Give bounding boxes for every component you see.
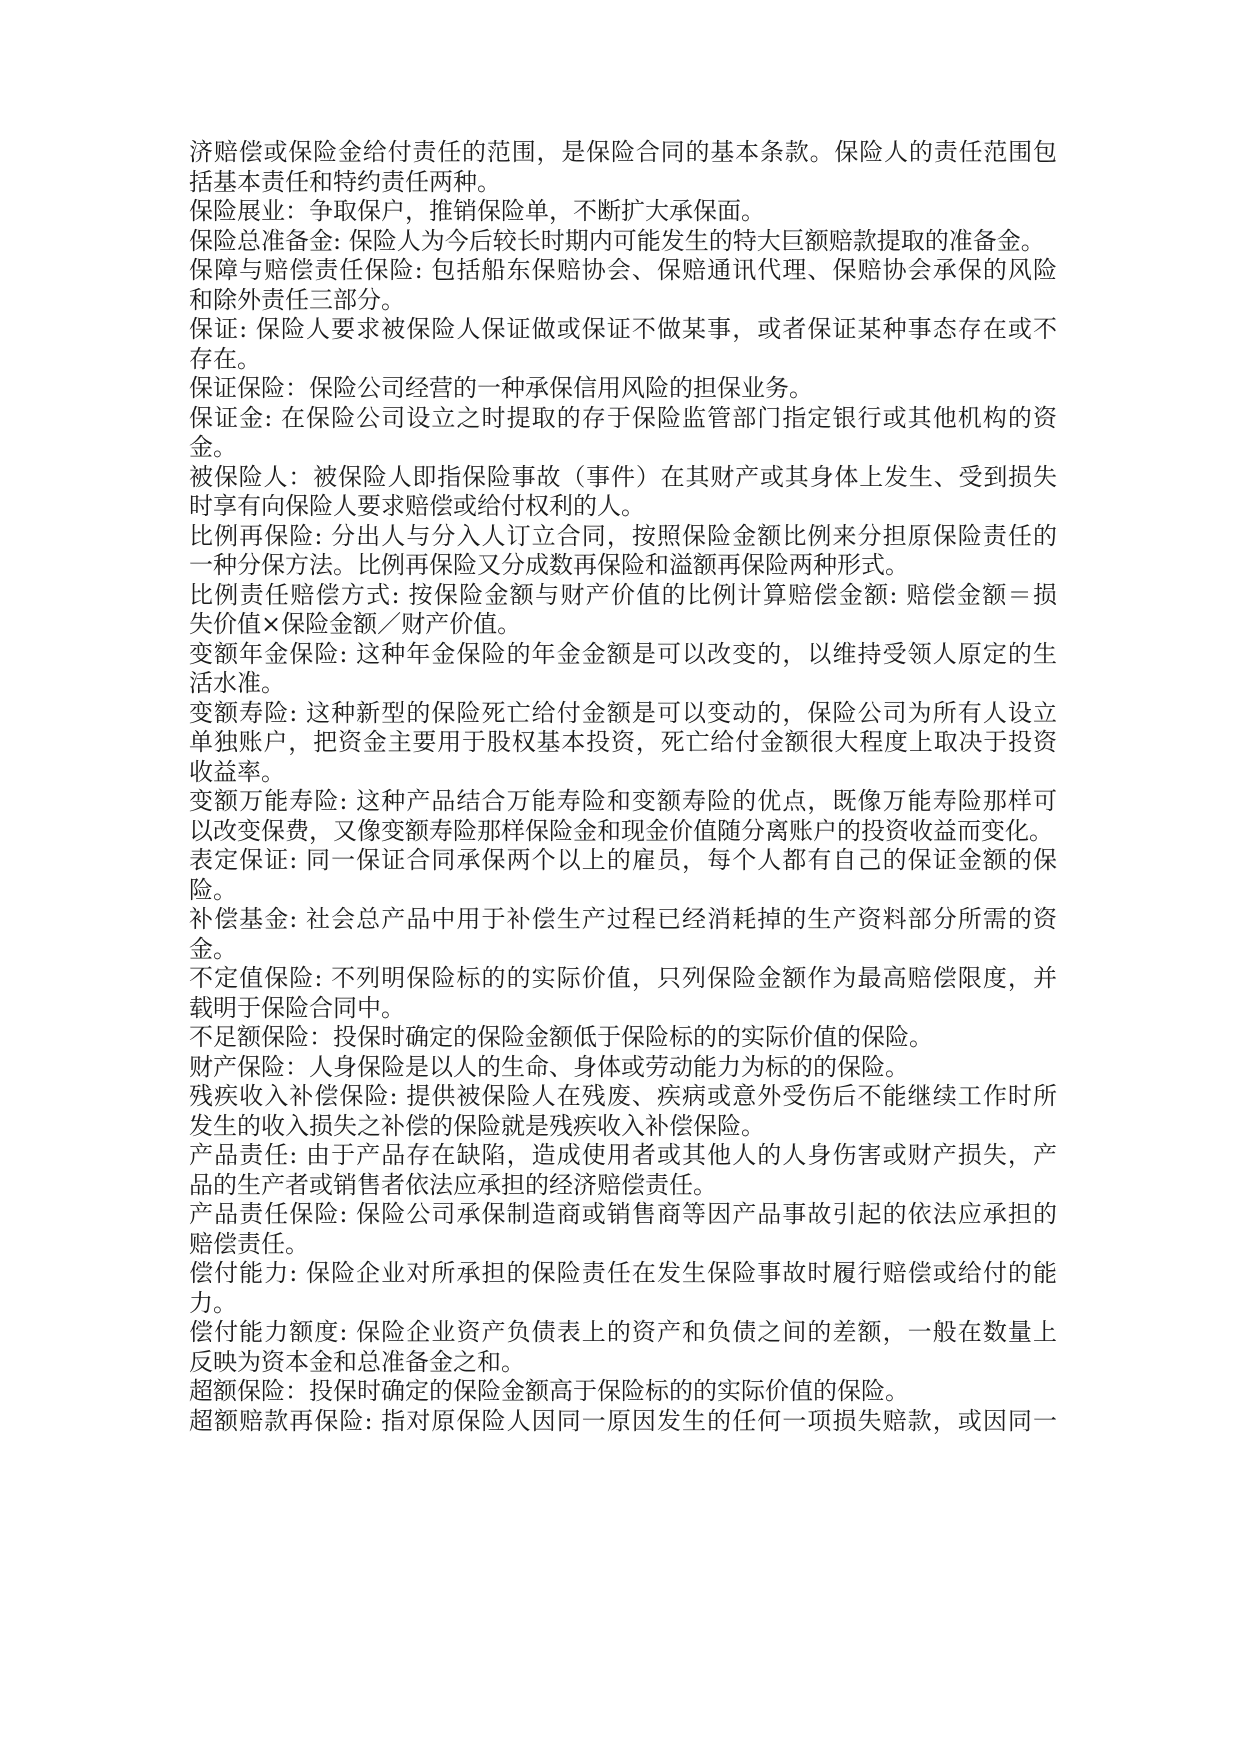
text-line: 时享有向保险人要求赔偿或给付权利的人。 xyxy=(189,492,645,520)
text-line: 括基本责任和特约责任两种。 xyxy=(189,167,501,196)
text-line: 载明于保险合同中。 xyxy=(189,993,405,1022)
text-line: 金。 xyxy=(189,433,237,461)
text-line: 赔偿责任。 xyxy=(189,1229,309,1258)
text-line: 不足额保险：投保时确定的保险金额低于保险标的的实际价值的保险。 xyxy=(189,1023,933,1051)
text-line: 产品责任保险: 保险公司承保制造商或销售商等因产品事故引起的依法应承担的 xyxy=(189,1200,1057,1228)
text-line: 收益率。 xyxy=(189,757,285,786)
text-line: 单独账户，把资金主要用于股权基本投资，死亡给付金额很大程度上取决于投资 xyxy=(189,728,1057,756)
text-line: 和除外责任三部分。 xyxy=(189,285,405,314)
text-line: 偿付能力额度: 保险企业资产负债表上的资产和负债之间的差额，一般在数量上 xyxy=(189,1318,1057,1346)
text-line: 超额赔款再保险: 指对原保险人因同一原因发生的任何一项损失赔款，或因同一 xyxy=(189,1406,1057,1435)
text-line: 残疾收入补偿保险: 提供被保险人在残废、疾病或意外受伤后不能继续工作时所 xyxy=(189,1082,1057,1110)
body-text xyxy=(189,138,1057,1436)
text-line: 比例再保险: 分出人与分入人订立合同，按照保险金额比例来分担原保险责任的 xyxy=(189,521,1057,550)
text-line: 力。 xyxy=(189,1288,237,1317)
text-line: 被保险人：被保险人即指保险事故（事件）在其财产或其身体上发生、受到损失 xyxy=(189,462,1057,491)
text-line: 活水准。 xyxy=(189,669,285,697)
text-line: 变额寿险: 这种新型的保险死亡给付金额是可以变动的，保险公司为所有人设立 xyxy=(189,698,1057,727)
text-line: 变额万能寿险: 这种产品结合万能寿险和变额寿险的优点，既像万能寿险那样可 xyxy=(189,787,1057,815)
text-line: 保险展业：争取保户，推销保险单，不断扩大承保面。 xyxy=(189,197,765,225)
text-line: 偿付能力: 保险企业对所承担的保险责任在发生保险事故时履行赔偿或给付的能 xyxy=(189,1259,1057,1287)
text-line: 保证保险：保险公司经营的一种承保信用风险的担保业务。 xyxy=(189,374,813,402)
text-line: 超额保险：投保时确定的保险金额高于保险标的的实际价值的保险。 xyxy=(189,1377,909,1405)
text-line: 反映为资本金和总准备金之和。 xyxy=(189,1347,525,1376)
text-line: 不定值保险: 不列明保险标的的实际价值，只列保险金额作为最高赔偿限度，并 xyxy=(189,964,1057,992)
text-line: 金。 xyxy=(189,934,237,963)
text-line: 变额年金保险: 这种年金保险的年金金额是可以改变的，以维持受领人原定的生 xyxy=(189,639,1057,668)
text-line: 品的生产者或销售者依法应承担的经济赔偿责任。 xyxy=(189,1170,717,1199)
text-line: 保障与赔偿责任保险: 包括船东保赔协会、保赔通讯代理、保赔协会承保的风险 xyxy=(189,256,1057,284)
text-line: 一种分保方法。比例再保险又分成数再保险和溢额再保险两种形式。 xyxy=(189,551,909,579)
text-line: 表定保证: 同一保证合同承保两个以上的雇员，每个人都有自己的保证金额的保 xyxy=(189,846,1057,874)
text-line: 保险总准备金: 保险人为今后较长时期内可能发生的特大巨额赔款提取的准备金。 xyxy=(189,226,1045,255)
text-line: 产品责任: 由于产品存在缺陷，造成使用者或其他人的人身伤害或财产损失，产 xyxy=(189,1141,1057,1169)
text-line: 财产保险：人身保险是以人的生命、身体或劳动能力为标的的保险。 xyxy=(189,1052,909,1081)
text-line: 济赔偿或保险金给付责任的范围，是保险合同的基本条款。保险人的责任范围包 xyxy=(189,138,1057,166)
text-line: 险。 xyxy=(189,875,237,904)
text-line: 发生的收入损失之补偿的保险就是残疾收入补偿保险。 xyxy=(189,1111,765,1140)
text-line: 存在。 xyxy=(189,344,261,373)
text-line: 补偿基金: 社会总产品中用于补偿生产过程已经消耗掉的生产资料部分所需的资 xyxy=(189,905,1057,933)
text-line: 失价值×保险金额／财产价值。 xyxy=(189,610,522,638)
text-line: 以改变保费，又像变额寿险那样保险金和现金价值随分离账户的投资收益而变化。 xyxy=(189,816,1053,845)
text-line: 保证: 保险人要求被保险人保证做或保证不做某事，或者保证某种事态存在或不 xyxy=(189,315,1057,343)
text-line: 保证金: 在保险公司设立之时提取的存于保险监管部门指定银行或其他机构的资 xyxy=(189,403,1057,432)
text-line: 比例责任赔偿方式: 按保险金额与财产价值的比例计算赔偿金额: 赔偿金额＝损 xyxy=(189,580,1057,609)
